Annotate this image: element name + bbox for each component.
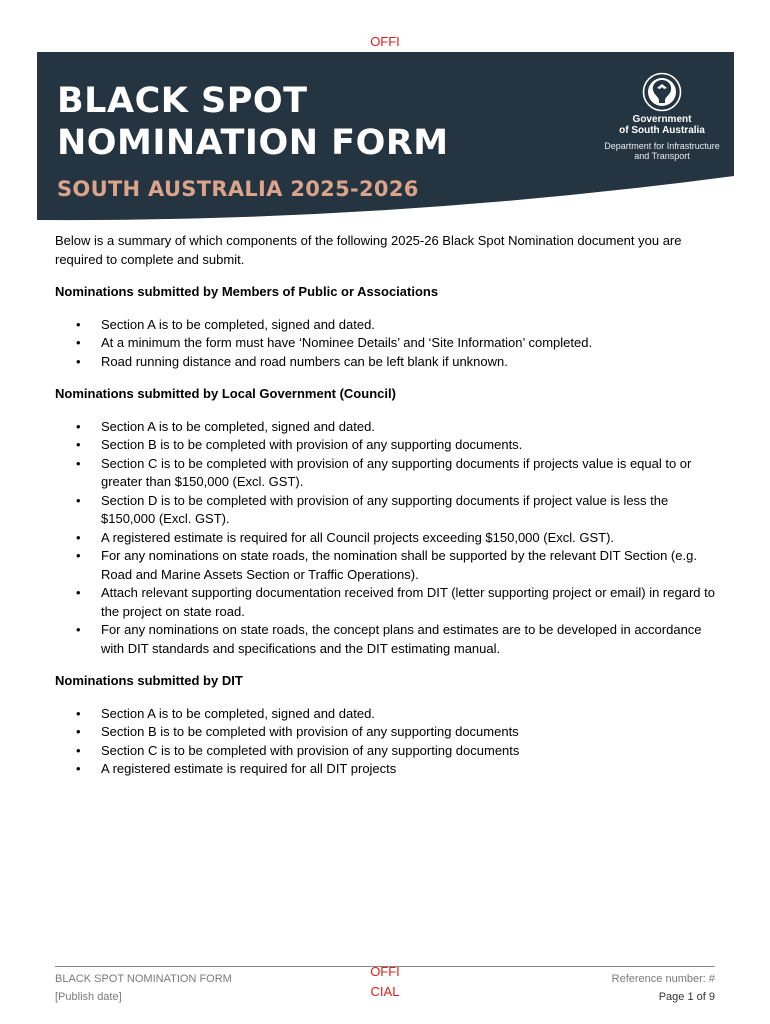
logo-gov-line-2: of South Australia [619, 125, 705, 136]
footer-right [612, 970, 715, 1006]
list-item: • Section A is to be completed, signed and dated. [101, 316, 720, 335]
list-item: • Section D is to be completed with provision of any supporting documents if project value is less the $150,000 (Excl. GST). [101, 492, 720, 529]
list-item: • Section A is to be completed, signed and dated. [101, 418, 720, 437]
section-heading-council: Nominations submitted by Local Government (Council) [55, 386, 396, 401]
section-heading-public: Nominations submitted by Members of Public or Associations [55, 284, 439, 299]
document-title-line-1: BLACK SPOT [57, 81, 308, 121]
list-item: • For any nominations on state roads, the nomination shall be supported by the relevant DIT Section (e.g. Road and Marine Assets Section or Traffic Operations). [101, 547, 720, 584]
classification-line-1: OFFI [370, 964, 400, 979]
classification-line-1: OFFI [370, 34, 400, 49]
logo-dept-line-1: Department for Infrastructure [604, 141, 720, 151]
document-body [55, 232, 720, 793]
footer-reference-number: Reference number: # [611, 973, 715, 985]
header-banner [37, 52, 734, 224]
footer-page-number: Page 1 of 9 [658, 991, 715, 1003]
footer-publish-date: [Publish date] [55, 991, 122, 1003]
list-item: • Section C is to be completed with provision of any supporting documents if projects value is equal to or greater than $150,000 (Excl. GST). [101, 455, 720, 492]
list-item: • A registered estimate is required for all Council projects exceeding $150,000 (Excl. GST). [101, 529, 720, 548]
list-item: • At a minimum the form must have ‘Nominee Details’ and ‘Site Information’ completed. [101, 334, 720, 353]
list-item: • Attach relevant supporting documentation received from DIT (letter supporting project or email) in regard to the project on state road. [101, 584, 720, 621]
requirements-list-public [55, 316, 720, 372]
intro-paragraph: Below is a summary of which components of the following 2025-26 Black Spot Nomination document you are required to complete and submit. [55, 233, 682, 267]
list-item: • Section B is to be completed with provision of any supporting documents [101, 723, 720, 742]
list-item: • A registered estimate is required for all DIT projects [101, 760, 720, 779]
footer-document-title: BLACK SPOT NOMINATION FORM [55, 973, 232, 985]
list-item: • Road running distance and road numbers can be left blank if unknown. [101, 353, 720, 372]
requirements-list-council [55, 418, 720, 659]
classification-line-2: CIAL [370, 984, 400, 999]
document-title-line-2: NOMINATION FORM [57, 123, 449, 163]
list-item: • Section C is to be completed with provision of any supporting documents [101, 742, 720, 761]
logo-gov-line-1: Government [632, 114, 692, 125]
list-item: • For any nominations on state roads, the concept plans and estimates are to be developed in accordance with DIT standards and specifications and the DIT estimating manual. [101, 621, 720, 658]
logo-dept-line-2: and Transport [634, 151, 690, 161]
list-item: • Section B is to be completed with provision of any supporting documents. [101, 436, 720, 455]
document-subtitle: SOUTH AUSTRALIA 2025-2026 [57, 177, 419, 201]
requirements-list-dit [55, 705, 720, 779]
list-item: • Section A is to be completed, signed and dated. [101, 705, 720, 724]
banner-bottom-curve [37, 52, 734, 224]
section-heading-dit: Nominations submitted by DIT [55, 673, 243, 688]
